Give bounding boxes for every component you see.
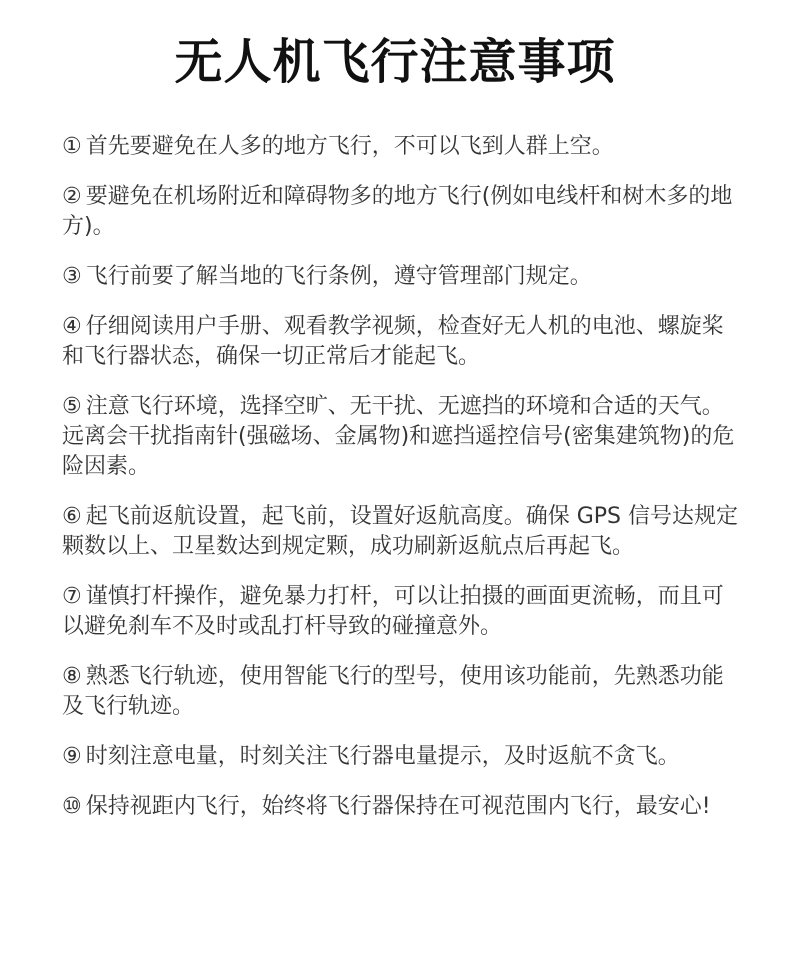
item-text: 时刻注意电量，时刻关注飞行器电量提示，及时返航不贪飞。 [85, 744, 680, 769]
notice-item-4 [62, 312, 742, 372]
notice-item-2 [62, 182, 742, 242]
notice-item-8 [62, 662, 742, 722]
item-number: ② [62, 184, 82, 209]
notice-item-5 [62, 392, 742, 482]
item-text: 起飞前返航设置，起飞前，设置好返航高度。确保 GPS 信号达规定颗数以上、卫星数达到规定颗，成功刷新返航点后再起飞。 [62, 504, 739, 559]
item-number: ⑦ [62, 584, 82, 609]
item-number: ⑧ [62, 664, 82, 689]
item-text: 首先要避免在人多的地方飞行，不可以飞到人群上空。 [85, 134, 614, 159]
item-number: ⑤ [62, 394, 82, 419]
item-text: 飞行前要了解当地的飞行条例，遵守管理部门规定。 [85, 264, 592, 289]
page-title: 无人机飞行注意事项 [174, 34, 616, 90]
item-text: 注意飞行环境，选择空旷、无干扰、无遮挡的环境和合适的天气。远离会干扰指南针(强磁场、金属物)和遮挡遥控信号(密集建筑物)的危险因素。 [62, 394, 735, 479]
item-number: ③ [62, 264, 82, 289]
notice-list [62, 132, 742, 822]
item-number: ⑩ [62, 794, 82, 819]
item-text: 仔细阅读用户手册、观看教学视频，检查好无人机的电池、螺旋桨和飞行器状态，确保一切正常后才能起飞。 [62, 314, 724, 369]
item-number: ⑥ [62, 504, 82, 529]
item-number: ① [62, 134, 82, 159]
notice-item-6 [62, 502, 742, 562]
item-text: 保持视距内飞行，始终将飞行器保持在可视范围内飞行，最安心! [85, 794, 711, 819]
notice-item-1 [62, 132, 742, 162]
item-text: 要避免在机场附近和障碍物多的地方飞行(例如电线杆和树木多的地方)。 [62, 184, 733, 239]
notice-item-3 [62, 262, 742, 292]
item-text: 谨慎打杆操作，避免暴力打杆，可以让拍摄的画面更流畅，而且可以避免刹车不及时或乱打杆导致的碰撞意外。 [62, 584, 724, 639]
notice-item-7 [62, 582, 742, 642]
item-number: ④ [62, 314, 82, 339]
item-number: ⑨ [62, 744, 82, 769]
notice-item-10 [62, 792, 742, 822]
notice-item-9 [62, 742, 742, 772]
item-text: 熟悉飞行轨迹，使用智能飞行的型号，使用该功能前，先熟悉功能及飞行轨迹。 [62, 664, 724, 719]
